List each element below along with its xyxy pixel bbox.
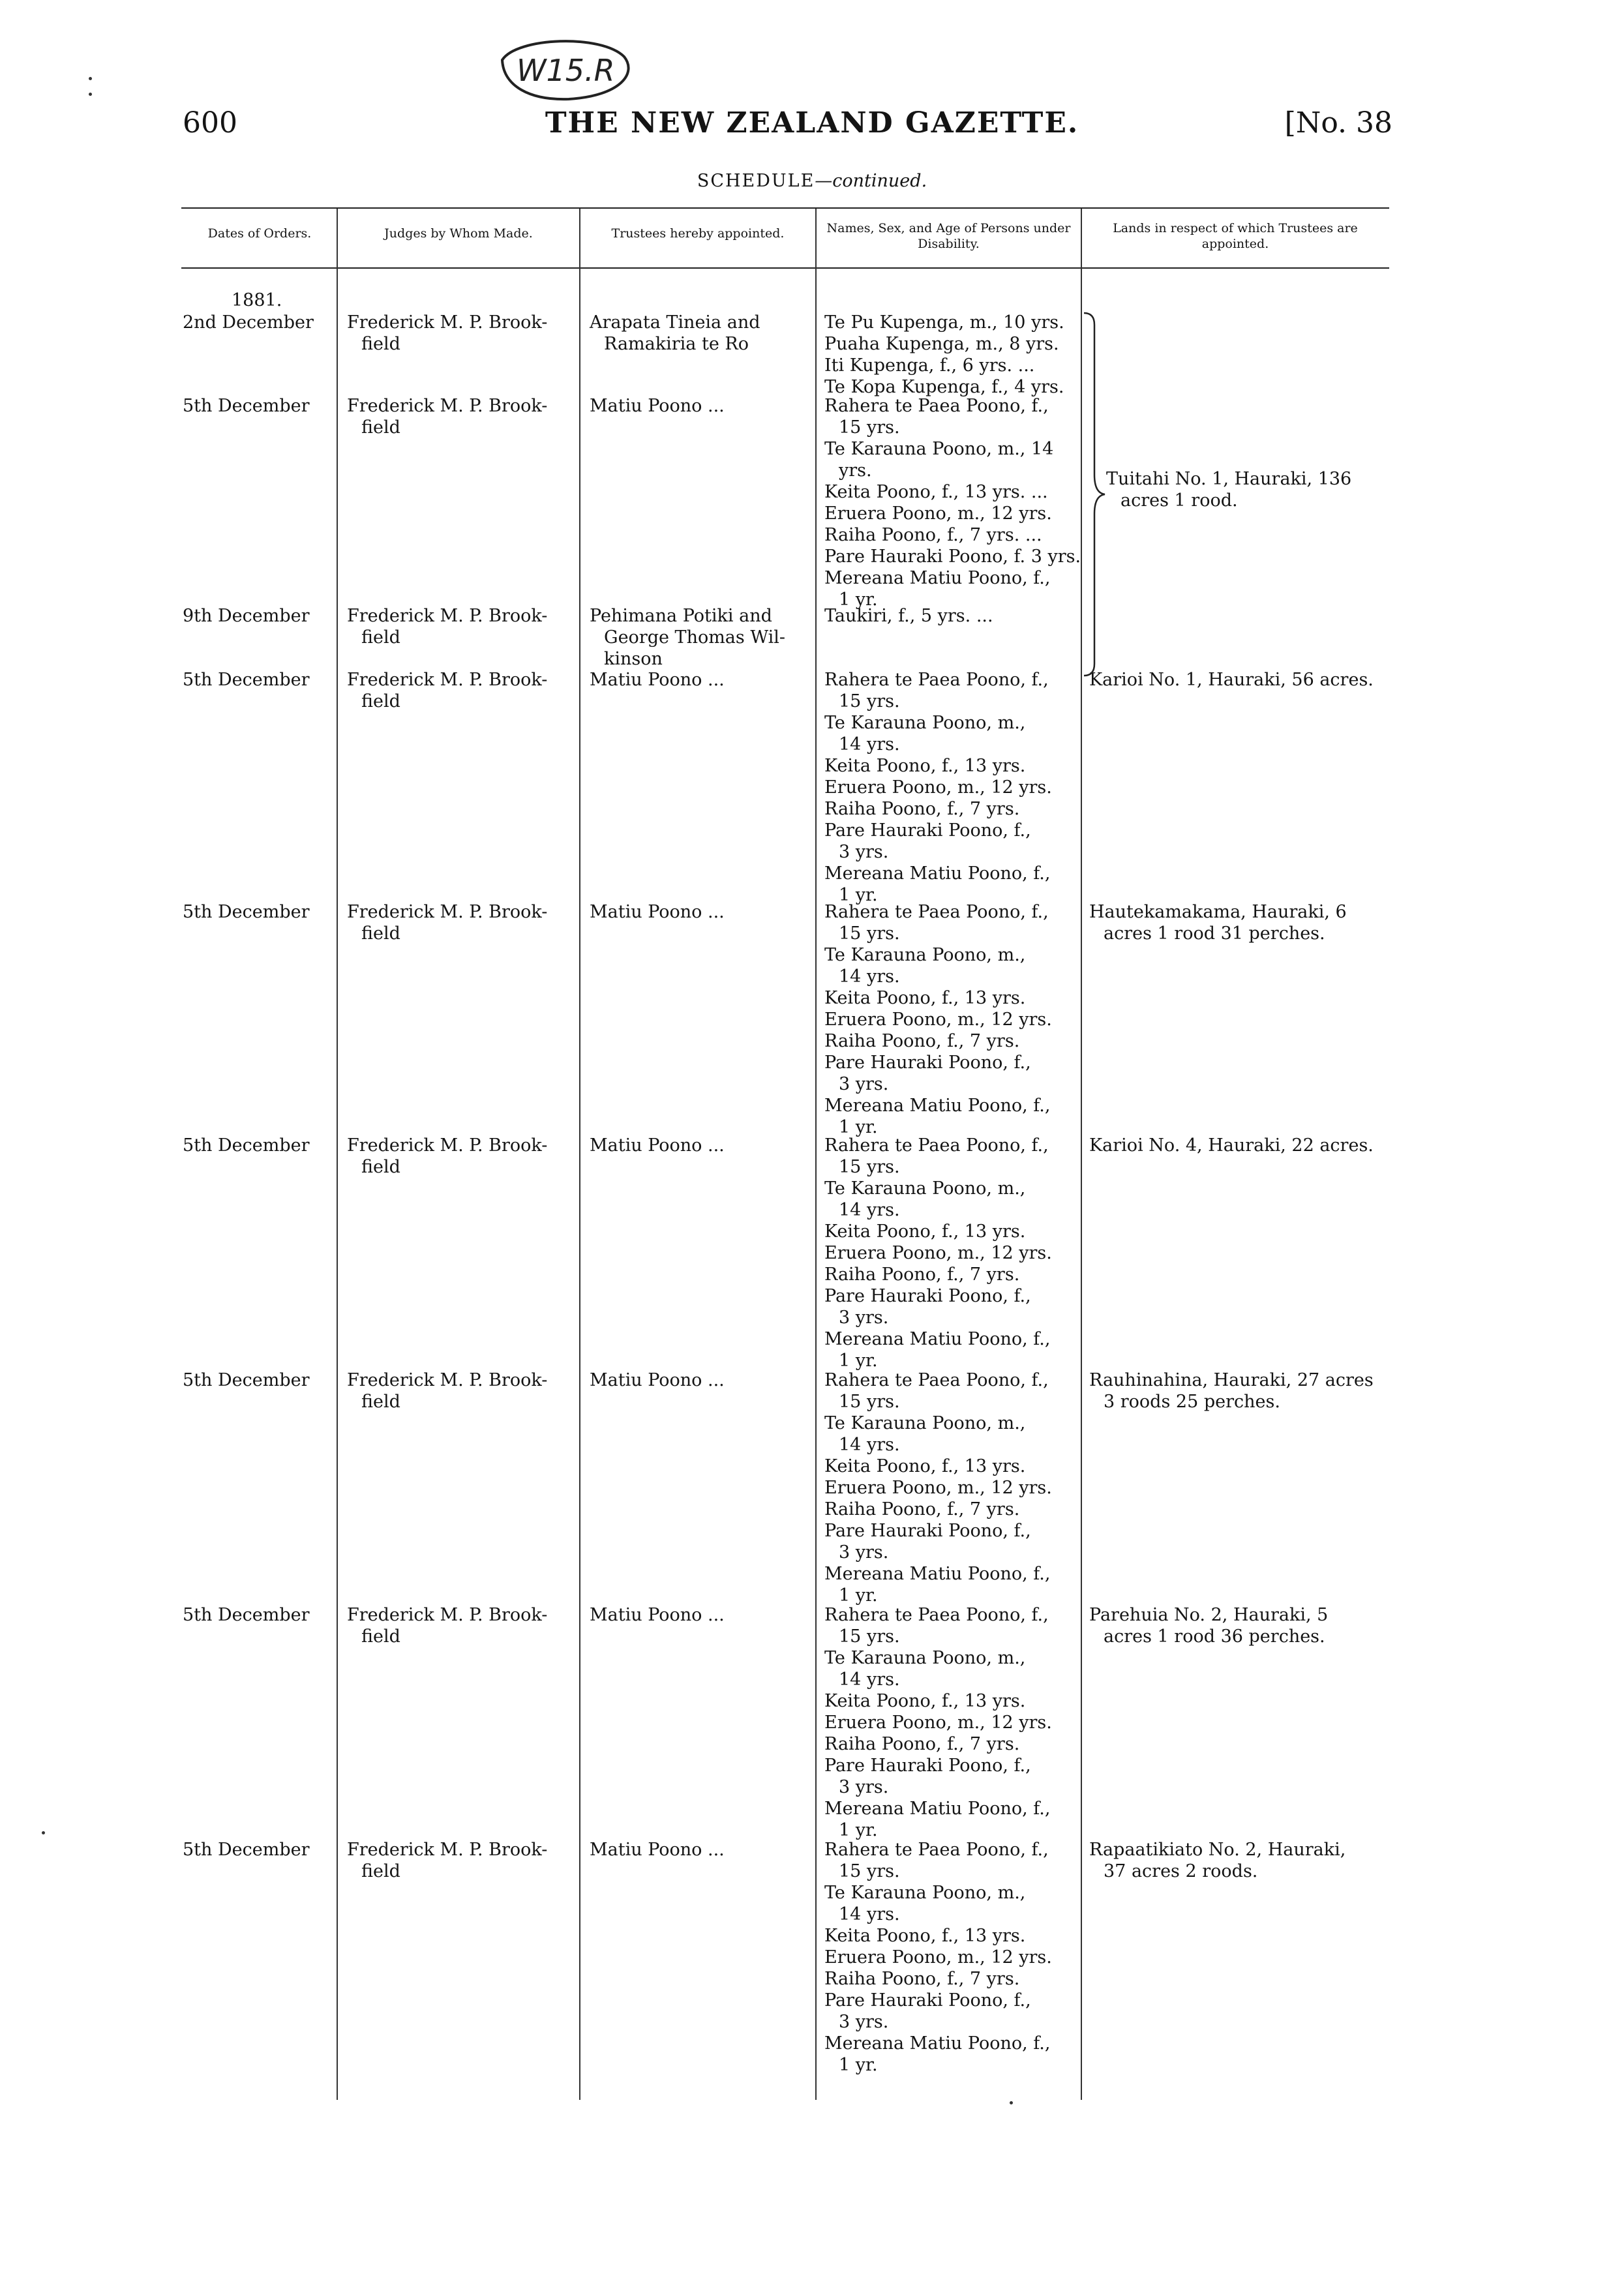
trustees-line: Matiu Poono ...: [590, 670, 725, 690]
order-date: 9th December: [183, 606, 310, 626]
judge-line: field: [361, 1392, 400, 1412]
column-header-judges: Judges by Whom Made.: [384, 226, 533, 241]
person: [824, 312, 1064, 398]
order-date: 2nd December: [183, 312, 314, 333]
judge: [347, 669, 547, 712]
person: [824, 1604, 1052, 1841]
trustees: [590, 901, 725, 923]
order-date: 5th December: [183, 1840, 310, 1860]
print-speck: [89, 77, 92, 80]
person-line: Eruera Poono, m., 12 yrs.: [824, 1947, 1052, 1967]
land-line: Parehuia No. 2, Hauraki, 5: [1089, 1605, 1329, 1625]
judge-line: Frederick M. P. Brook-: [347, 1135, 548, 1156]
schedule-continued: —continued.: [815, 171, 927, 191]
schedule-heading: [0, 171, 1624, 191]
person-line: Raiha Poono, f., 7 yrs.: [824, 1031, 1020, 1051]
person-line: Puaha Kupenga, m., 8 yrs.: [824, 334, 1059, 354]
person: [824, 605, 993, 627]
person-line: Eruera Poono, m., 12 yrs.: [824, 503, 1052, 524]
person-line: 1 yr.: [839, 1351, 878, 1371]
person-line: Keita Poono, f., 13 yrs.: [824, 1456, 1026, 1476]
land: [1089, 1604, 1328, 1647]
trustees-line: George Thomas Wil-: [604, 627, 786, 648]
land: [1089, 901, 1347, 944]
judge: [347, 1135, 547, 1178]
trustees: [590, 312, 760, 355]
page-number: 600: [183, 106, 237, 140]
person-line: 14 yrs.: [839, 1904, 900, 1924]
person-line: 15 yrs.: [839, 417, 900, 438]
person-line: Iti Kupenga, f., 6 yrs. ...: [824, 355, 1035, 376]
land-line: Karioi No. 1, Hauraki, 56 acres.: [1089, 670, 1374, 690]
person-line: Raiha Poono, f., 7 yrs.: [824, 799, 1020, 819]
person-line: 1 yr.: [839, 885, 878, 905]
person-line: 15 yrs.: [839, 1626, 900, 1647]
land-line: 3 roods 25 perches.: [1104, 1392, 1280, 1412]
person-line: Pare Hauraki Poono, f.,: [824, 1521, 1031, 1541]
trustees-line: Matiu Poono ...: [590, 1840, 725, 1860]
person-line: Te Karauna Poono, m.,: [824, 1413, 1026, 1433]
land-line: acres 1 rood 31 perches.: [1104, 923, 1325, 944]
land-line: Rapaatikiato No. 2, Hauraki,: [1089, 1840, 1346, 1860]
brace-group-lands: [1106, 468, 1351, 511]
print-speck: [1010, 2101, 1013, 2104]
person-line: Eruera Poono, m., 12 yrs.: [824, 777, 1052, 798]
year-label: 1881.: [232, 290, 282, 310]
person-line: 1 yr.: [839, 590, 878, 610]
order-date: 5th December: [183, 1370, 310, 1390]
gazette-title: THE NEW ZEALAND GAZETTE.: [545, 106, 1079, 140]
brace-icon: [1083, 312, 1109, 677]
judge: [347, 312, 547, 355]
column-divider-4: [1081, 209, 1082, 2100]
judge-line: Frederick M. P. Brook-: [347, 1370, 548, 1390]
person: [824, 1369, 1052, 1606]
handwritten-note: W15.R: [517, 53, 615, 88]
person-line: 15 yrs.: [839, 691, 900, 711]
judge: [347, 395, 547, 438]
trustees-line: Ramakiria te Ro: [604, 334, 749, 354]
person: [824, 901, 1052, 1138]
schedule-label: SCHEDULE: [697, 171, 815, 191]
judge-line: field: [361, 334, 400, 354]
judge: [347, 1839, 547, 1882]
person-line: Rahera te Paea Poono, f.,: [824, 396, 1049, 416]
person-line: Eruera Poono, m., 12 yrs.: [824, 1243, 1052, 1263]
person-line: Pare Hauraki Poono, f.,: [824, 1990, 1031, 2011]
trustees-line: Pehimana Potiki and: [590, 606, 772, 626]
person-line: Mereana Matiu Poono, f.,: [824, 1799, 1051, 1819]
person-line: Keita Poono, f., 13 yrs.: [824, 756, 1026, 776]
land: [1089, 1135, 1374, 1156]
person-line: Raiha Poono, f., 7 yrs.: [824, 1264, 1020, 1285]
judge: [347, 1369, 547, 1413]
person-line: Eruera Poono, m., 12 yrs.: [824, 1478, 1052, 1498]
person-line: Mereana Matiu Poono, f.,: [824, 2033, 1051, 2054]
order-date: 5th December: [183, 670, 310, 690]
person-line: Te Pu Kupenga, m., 10 yrs.: [824, 312, 1064, 333]
person-line: 14 yrs.: [839, 734, 900, 755]
person-line: Pare Hauraki Poono, f. 3 yrs.: [824, 546, 1081, 567]
print-speck: [42, 1831, 45, 1834]
judge: [347, 605, 547, 648]
trustees-line: kinson: [604, 649, 663, 669]
person-line: Keita Poono, f., 13 yrs.: [824, 1221, 1026, 1242]
person-line: 3 yrs.: [839, 1074, 889, 1094]
land-line: 37 acres 2 roods.: [1104, 1861, 1258, 1881]
land: [1089, 669, 1374, 691]
person-line: Eruera Poono, m., 12 yrs.: [824, 1713, 1052, 1733]
column-header-trustees: Trustees hereby appointed.: [611, 226, 785, 241]
trustees: [590, 1604, 725, 1626]
trustees-line: Matiu Poono ...: [590, 1135, 725, 1156]
column-header-dates: Dates of Orders.: [207, 226, 312, 241]
issue-number: [No. 38: [1284, 106, 1392, 140]
person-line: yrs.: [839, 460, 872, 481]
judge-line: field: [361, 691, 400, 711]
person-line: Te Karauna Poono, m.,: [824, 945, 1026, 965]
person-line: Rahera te Paea Poono, f.,: [824, 670, 1049, 690]
judge-line: Frederick M. P. Brook-: [347, 312, 548, 333]
person-line: 1 yr.: [839, 1820, 878, 1840]
person-line: 14 yrs.: [839, 966, 900, 987]
order-date: 5th December: [183, 396, 310, 416]
person-line: Keita Poono, f., 13 yrs.: [824, 1926, 1026, 1946]
land-line: Karioi No. 4, Hauraki, 22 acres.: [1089, 1135, 1374, 1156]
person-line: 15 yrs.: [839, 1157, 900, 1177]
person-line: Mereana Matiu Poono, f.,: [824, 1329, 1051, 1349]
person-line: Rahera te Paea Poono, f.,: [824, 902, 1049, 922]
person-line: 14 yrs.: [839, 1435, 900, 1455]
person-line: 15 yrs.: [839, 1392, 900, 1412]
person-line: Te Karauna Poono, m.,: [824, 1648, 1026, 1668]
trustees-line: Matiu Poono ...: [590, 1605, 725, 1625]
column-header-lands: Lands in respect of which Trustees are appointed.: [1113, 221, 1358, 251]
judge-line: Frederick M. P. Brook-: [347, 396, 548, 416]
trustees-line: Matiu Poono ...: [590, 396, 725, 416]
column-header-persons: Names, Sex, and Age of Persons under Disability.: [826, 221, 1071, 251]
land-line: Tuitahi No. 1, Hauraki, 136: [1106, 469, 1352, 489]
judge-line: field: [361, 1626, 400, 1647]
person-line: 3 yrs.: [839, 1542, 889, 1563]
order-date: 5th December: [183, 1135, 310, 1156]
person: [824, 1839, 1052, 2076]
judge-line: field: [361, 627, 400, 648]
person-line: Raiha Poono, f., 7 yrs.: [824, 1734, 1020, 1754]
person-line: Rahera te Paea Poono, f.,: [824, 1840, 1049, 1860]
person-line: 1 yr.: [839, 1117, 878, 1137]
person-line: Raiha Poono, f., 7 yrs. ...: [824, 525, 1042, 545]
person: [824, 669, 1052, 906]
print-speck: [89, 93, 92, 96]
person-line: Mereana Matiu Poono, f.,: [824, 1564, 1051, 1584]
person-line: Taukiri, f., 5 yrs. ...: [824, 606, 993, 626]
column-divider-1: [337, 209, 338, 2100]
person-line: Rahera te Paea Poono, f.,: [824, 1370, 1049, 1390]
land: [1089, 1839, 1346, 1882]
judge-line: field: [361, 923, 400, 944]
judge-line: field: [361, 1157, 400, 1177]
judge: [347, 901, 547, 944]
person-line: Keita Poono, f., 13 yrs.: [824, 1691, 1026, 1711]
person-line: Rahera te Paea Poono, f.,: [824, 1605, 1049, 1625]
land: [1089, 1369, 1374, 1413]
person-line: Mereana Matiu Poono, f.,: [824, 568, 1051, 588]
land-line: Hautekamakama, Hauraki, 6: [1089, 902, 1347, 922]
person-line: 3 yrs.: [839, 842, 889, 862]
person-line: 15 yrs.: [839, 1861, 900, 1881]
person-line: Mereana Matiu Poono, f.,: [824, 1096, 1051, 1116]
person-line: 15 yrs.: [839, 923, 900, 944]
judge: [347, 1604, 547, 1647]
judge-line: Frederick M. P. Brook-: [347, 902, 548, 922]
table-header-rule: [181, 267, 1389, 269]
column-divider-2: [579, 209, 580, 2100]
person-line: Te Karauna Poono, m., 14: [824, 439, 1054, 459]
trustees-line: Matiu Poono ...: [590, 1370, 725, 1390]
person-line: Mereana Matiu Poono, f.,: [824, 863, 1051, 884]
person-line: Keita Poono, f., 13 yrs.: [824, 988, 1026, 1008]
judge-line: Frederick M. P. Brook-: [347, 606, 548, 626]
person-line: Pare Hauraki Poono, f.,: [824, 1756, 1031, 1776]
person-line: Rahera te Paea Poono, f.,: [824, 1135, 1049, 1156]
person: [824, 1135, 1052, 1371]
person-line: Keita Poono, f., 13 yrs. ...: [824, 482, 1048, 502]
person: [824, 395, 1081, 610]
table-top-rule: [181, 207, 1389, 209]
person-line: Te Karauna Poono, m.,: [824, 1178, 1026, 1199]
person-line: 14 yrs.: [839, 1669, 900, 1690]
trustees: [590, 1135, 725, 1156]
trustees-line: Arapata Tineia and: [590, 312, 760, 333]
person-line: Raiha Poono, f., 7 yrs.: [824, 1969, 1020, 1989]
judge-line: field: [361, 1861, 400, 1881]
handwritten-annotation: [490, 34, 640, 106]
person-line: Raiha Poono, f., 7 yrs.: [824, 1499, 1020, 1519]
trustees: [590, 605, 785, 670]
person-line: Pare Hauraki Poono, f.,: [824, 1053, 1031, 1073]
column-divider-3: [815, 209, 817, 2100]
person-line: 1 yr.: [839, 1585, 878, 1606]
land-line: acres 1 rood.: [1120, 490, 1238, 511]
person-line: Pare Hauraki Poono, f.,: [824, 820, 1031, 841]
land-line: acres 1 rood 36 perches.: [1104, 1626, 1325, 1647]
trustees-line: Matiu Poono ...: [590, 902, 725, 922]
land-line: Rauhinahina, Hauraki, 27 acres: [1089, 1370, 1374, 1390]
person-line: Te Karauna Poono, m.,: [824, 713, 1026, 733]
judge-line: field: [361, 417, 400, 438]
judge-line: Frederick M. P. Brook-: [347, 1840, 548, 1860]
person-line: 1 yr.: [839, 2055, 878, 2075]
person-line: Pare Hauraki Poono, f.,: [824, 1286, 1031, 1306]
trustees: [590, 1839, 725, 1861]
person-line: 14 yrs.: [839, 1200, 900, 1220]
person-line: Te Karauna Poono, m.,: [824, 1883, 1026, 1903]
person-line: 3 yrs.: [839, 1308, 889, 1328]
person-line: Eruera Poono, m., 12 yrs.: [824, 1010, 1052, 1030]
person-line: 3 yrs.: [839, 2012, 889, 2032]
order-date: 5th December: [183, 1605, 310, 1625]
order-date: 5th December: [183, 902, 310, 922]
person-line: 3 yrs.: [839, 1777, 889, 1797]
trustees: [590, 395, 725, 417]
trustees: [590, 669, 725, 691]
judge-line: Frederick M. P. Brook-: [347, 1605, 548, 1625]
judge-line: Frederick M. P. Brook-: [347, 670, 548, 690]
person-line: Te Kopa Kupenga, f., 4 yrs.: [824, 377, 1064, 397]
trustees: [590, 1369, 725, 1391]
